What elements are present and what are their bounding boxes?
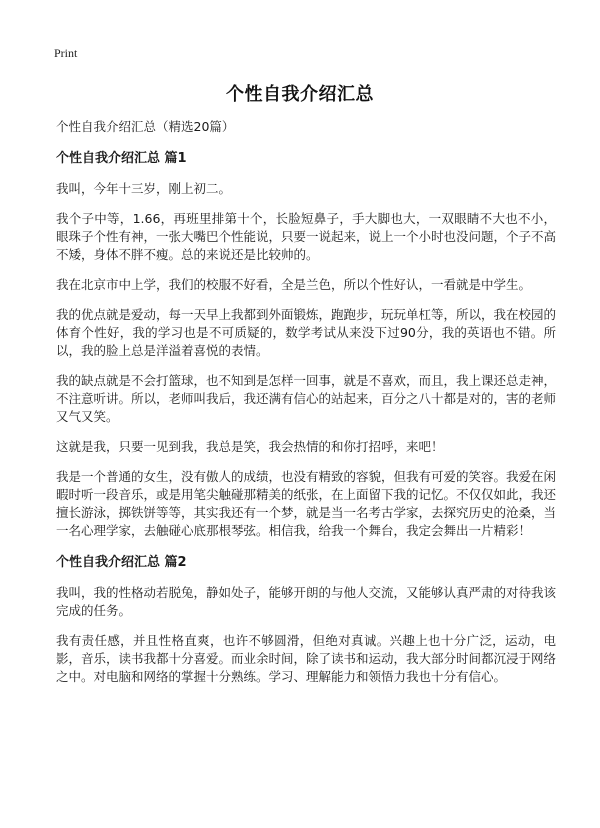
section-1: [56, 150, 556, 540]
print-label: Print: [54, 46, 78, 60]
paragraph: 我有责任感，并且性格直爽，也许不够圆滑，但绝对真诚。兴趣上也十分广泛，运动，电影，音乐，读书我都十分喜爱。而业余时间，除了读书和运动，我大部分时间都沉浸于网络之中。对电脑和网络的掌握十分熟练。学习、理解能力和领悟力我也十分有信心。: [56, 633, 557, 684]
document-title: 个性自我介绍汇总: [226, 84, 374, 105]
section-2: [56, 554, 556, 686]
paragraph: 这就是我，只要一见到我，我总是笑，我会热情的和你打招呼，来吧！: [56, 439, 444, 454]
section-heading: 个性自我介绍汇总 篇1: [56, 151, 187, 166]
paragraph: 我在北京市中上学，我们的校服不好看，全是兰色，所以个性好认，一看就是中学生。: [56, 277, 532, 292]
paragraph: 我叫，我的性格动若脱兔，静如处子，能够开朗的与他人交流，又能够认真严肃的对待我该完成的任务。: [56, 585, 557, 618]
paragraph: 我是一个普通的女生，没有傲人的成绩，也没有精致的容貌，但我有可爱的笑容。我爱在闲暇时听一段音乐，或是用笔尖触碰那精美的纸张，在上面留下我的记忆。不仅仅如此，我还擅长游泳，掷铁饼等等，其实我还有一个梦，就是当一名考古学家，去探究历史的沧桑，当一名心理学家，去触碰心底那根琴弦。相信我，给我一个舞台，我定会舞出一片精彩！: [56, 469, 557, 538]
paragraph: 我个子中等，1.66，再班里排第十个，长脸短鼻子，手大脚也大，一双眼睛不大也不小，眼珠子个性有神，一张大嘴巴个性能说，只要一说起来，说上一个小时也没问题，个子不高不矮，身体不胖不瘦。总的来说还是比较帅的。: [56, 211, 557, 262]
paragraph: 我叫，今年十三岁，刚上初二。: [56, 181, 232, 196]
document-body: [56, 118, 556, 698]
section-heading: 个性自我介绍汇总 篇2: [56, 555, 187, 570]
paragraph: 我的缺点就是不会打篮球，也不知到是怎样一回事，就是不喜欢，而且，我上课还总走神，不注意听讲。所以，老师叫我后，我还满有信心的站起来，百分之八十都是对的，害的老师又气又笑。: [56, 373, 557, 424]
paragraph: 我的优点就是爱动，每一天早上我都到外面锻炼，跑跑步，玩玩单杠等，所以，我在校园的体育个性好，我的学习也是不可质疑的，数学考试从来没下过90分，我的英语也不错。所以，我的脸上总是洋溢着喜悦的表情。: [56, 307, 557, 358]
document-subtitle: 个性自我介绍汇总（精选20篇）: [56, 119, 235, 134]
